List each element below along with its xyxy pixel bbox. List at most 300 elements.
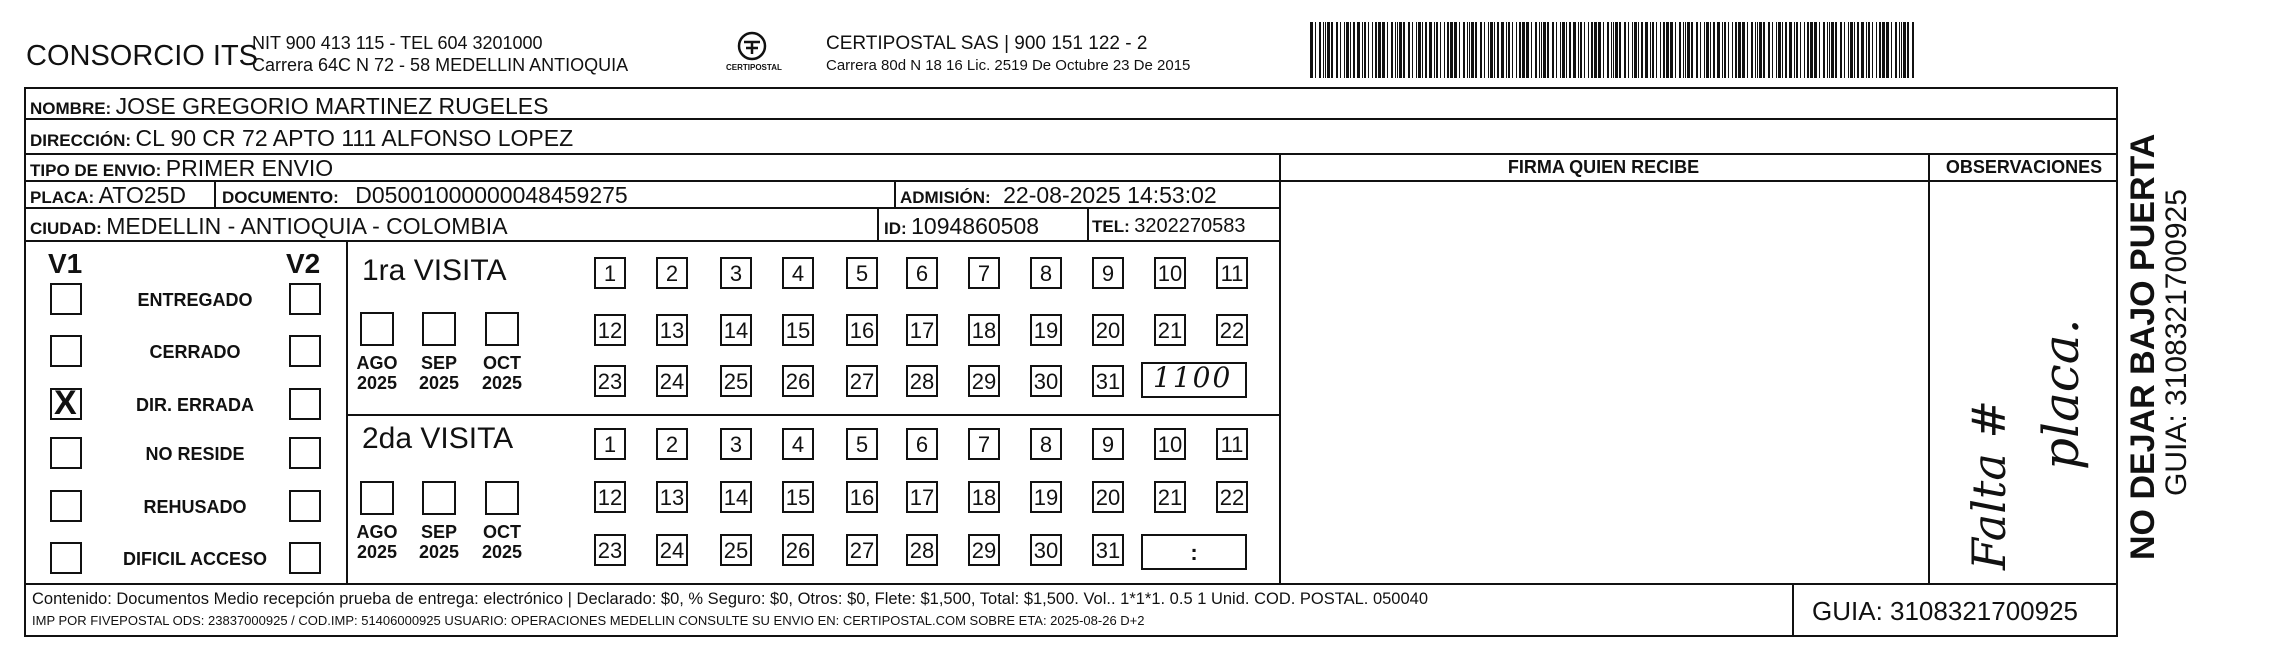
barcode-bar <box>1611 22 1612 78</box>
barcode-bar <box>1794 22 1795 78</box>
barcode-bar <box>1848 22 1849 78</box>
barcode-bar <box>1827 22 1828 78</box>
barcode-bar <box>1603 22 1604 78</box>
barcode-bar <box>1638 22 1639 78</box>
visit2-day-box[interactable]: 4 <box>782 428 814 460</box>
v2-checkbox-0[interactable] <box>289 283 321 315</box>
admision-value: 22-08-2025 14:53:02 <box>1003 182 1217 208</box>
barcode-bar <box>1475 22 1477 78</box>
company-nit: NIT 900 413 115 - TEL 604 3201000 <box>252 33 543 53</box>
barcode-bar <box>1422 22 1423 78</box>
barcode-bar <box>1876 22 1877 78</box>
visit1-day-box[interactable]: 16 <box>846 314 878 346</box>
barcode-bar <box>1556 22 1557 78</box>
barcode-bar <box>1416 22 1417 78</box>
barcode-bar <box>1569 22 1571 78</box>
barcode-bar <box>1872 22 1873 78</box>
certipostal-logo: CERTIPOSTAL <box>722 30 782 76</box>
visit2-day-box[interactable]: 24 <box>656 534 688 566</box>
barcode-bar <box>1454 22 1457 78</box>
barcode <box>1310 22 1920 78</box>
barcode-bar <box>1547 22 1549 78</box>
barcode-bar <box>1759 22 1762 78</box>
visit2-day-box[interactable]: 22 <box>1216 481 1248 513</box>
barcode-bar <box>1882 22 1885 78</box>
id-label: ID: <box>884 219 907 238</box>
barcode-bar <box>1368 22 1369 78</box>
barcode-bar <box>1691 22 1693 78</box>
barcode-bar <box>1319 22 1321 78</box>
nombre-label: NOMBRE: <box>30 99 112 118</box>
barcode-bar <box>1683 22 1684 78</box>
status-option-label: DIR. ERRADA <box>135 395 254 415</box>
visit2-day-box[interactable]: 12 <box>594 481 626 513</box>
barcode-bar <box>1829 22 1830 78</box>
barcode-bar <box>1728 22 1729 78</box>
v1-checkbox-5[interactable] <box>50 542 82 574</box>
barcode-bar <box>1387 22 1388 78</box>
barcode-bar <box>1562 22 1565 78</box>
barcode-bar <box>1645 22 1648 78</box>
visit1-month-checkbox-2[interactable] <box>485 312 519 346</box>
barcode-bar <box>1796 22 1798 78</box>
status-option-label: NO RESIDE <box>145 444 245 464</box>
barcode-bar <box>1440 22 1441 78</box>
barcode-bar <box>1588 22 1589 78</box>
visit2-time-box[interactable] <box>1141 534 1247 570</box>
v1-checkbox-1[interactable] <box>50 335 82 367</box>
barcode-bar <box>1375 22 1377 78</box>
barcode-bar <box>1724 22 1726 78</box>
barcode-bar <box>1722 22 1723 78</box>
barcode-bar <box>1835 22 1837 78</box>
visit1-month-checkbox-0[interactable] <box>360 312 394 346</box>
visit1-day-box[interactable]: 3 <box>720 257 752 289</box>
visit1-month-checkbox-1[interactable] <box>422 312 456 346</box>
barcode-bar <box>1327 22 1330 78</box>
barcode-bar <box>1434 22 1435 78</box>
barcode-bar <box>1403 22 1405 78</box>
admision-label: ADMISIÓN: <box>900 188 991 207</box>
barcode-bar <box>1395 22 1396 78</box>
certipostal-line2: Carrera 80d N 18 16 Lic. 2519 De Octubre 23 De 2015 <box>826 57 1191 74</box>
barcode-bar <box>1501 22 1504 78</box>
ciudad-value: MEDELLIN - ANTIOQUIA - COLOMBIA <box>106 213 508 239</box>
barcode-bar <box>1632 22 1633 78</box>
visit1-day-box[interactable]: 21 <box>1154 314 1186 346</box>
visit2-day-box[interactable]: 16 <box>846 481 878 513</box>
visit2-day-box[interactable]: 20 <box>1092 481 1124 513</box>
direccion-value: CL 90 CR 72 APTO 111 ALFONSO LOPEZ <box>135 125 574 151</box>
barcode-bar <box>1357 22 1360 78</box>
visit1-day-box[interactable]: 11 <box>1216 257 1248 289</box>
visit1-day-box[interactable]: 10 <box>1154 257 1186 289</box>
visit2-month-year: 2025 <box>356 541 398 562</box>
visit1-day-box[interactable]: 24 <box>656 365 688 397</box>
v1-checkbox-2[interactable] <box>50 384 82 422</box>
visit1-day-box[interactable]: 15 <box>782 314 814 346</box>
barcode-bar <box>1469 22 1470 78</box>
visit1-day-box[interactable]: 29 <box>968 365 1000 397</box>
barcode-bar <box>1344 22 1345 78</box>
barcode-bar <box>1619 22 1621 78</box>
barcode-bar <box>1399 22 1402 78</box>
visit1-day-box[interactable]: 30 <box>1030 365 1062 397</box>
barcode-bar <box>1807 22 1809 78</box>
visit1-day-box[interactable]: 22 <box>1216 314 1248 346</box>
documento-value: D05001000000048459275 <box>355 182 628 208</box>
barcode-bar <box>1506 22 1507 78</box>
barcode-bar <box>1450 22 1453 78</box>
barcode-bar <box>1866 22 1867 78</box>
visit1-day-box[interactable]: 23 <box>594 365 626 397</box>
visit2-month-name: OCT <box>483 522 521 542</box>
no-dejar-bajo-puerta: NO DEJAR BAJO PUERTA <box>2124 133 2162 560</box>
barcode-bar <box>1854 22 1855 78</box>
visit2-month-label <box>347 523 407 563</box>
visit2-month-label <box>472 523 532 563</box>
visit2-day-box[interactable]: 21 <box>1154 481 1186 513</box>
barcode-bar <box>1735 22 1737 78</box>
barcode-bar <box>1624 22 1626 78</box>
tel-label: TEL: <box>1092 217 1130 236</box>
visit2-day-box[interactable]: 26 <box>782 534 814 566</box>
visit1-day-box[interactable]: 26 <box>782 365 814 397</box>
barcode-bar <box>1899 22 1900 78</box>
barcode-bar <box>1628 22 1629 78</box>
visit2-day-box[interactable]: 19 <box>1030 481 1062 513</box>
visit2-day-box[interactable]: 15 <box>782 481 814 513</box>
barcode-bar <box>1591 22 1593 78</box>
barcode-bar <box>1573 22 1576 78</box>
barcode-bar <box>1467 22 1468 78</box>
observaciones-handwriting-line2: placa. <box>2032 318 2090 470</box>
barcode-bar <box>1891 22 1892 78</box>
barcode-bar <box>1494 22 1495 78</box>
visit2-day-box[interactable]: 31 <box>1092 534 1124 566</box>
barcode-bar <box>1679 22 1681 78</box>
barcode-bar <box>1310 22 1313 78</box>
barcode-bar <box>1670 22 1673 78</box>
visit2-day-box[interactable]: 23 <box>594 534 626 566</box>
visit2-month-checkbox-2[interactable] <box>485 481 519 515</box>
barcode-bar <box>1516 22 1517 78</box>
v2-checkbox-4[interactable] <box>289 490 321 522</box>
company-address: Carrera 64C N 72 - 58 MEDELLIN ANTIOQUIA <box>252 55 629 75</box>
v2-checkbox-3[interactable] <box>289 437 321 469</box>
barcode-bar <box>1607 22 1609 78</box>
barcode-bar <box>1459 22 1460 78</box>
visit1-day-box[interactable]: 17 <box>906 314 938 346</box>
barcode-bar <box>1895 22 1897 78</box>
barcode-bar <box>1810 22 1813 78</box>
visit2-day-box[interactable]: 13 <box>656 481 688 513</box>
barcode-bar <box>1418 22 1421 78</box>
barcode-bar <box>1353 22 1355 78</box>
barcode-bar <box>1412 22 1413 78</box>
barcode-bar <box>1763 22 1765 78</box>
barcode-bar <box>1522 22 1525 78</box>
barcode-bar <box>1814 22 1817 78</box>
visit2-day-box[interactable]: 1 <box>594 428 626 460</box>
barcode-bar <box>1340 22 1341 78</box>
visit2-month-label <box>409 523 469 563</box>
status-option-label: DIFICIL ACCESO <box>122 549 267 569</box>
visit1-day-box[interactable]: 13 <box>656 314 688 346</box>
visit1-month-name: AGO <box>356 353 398 373</box>
visit1-day-box[interactable]: 5 <box>846 257 878 289</box>
nombre-value: JOSE GREGORIO MARTINEZ RUGELES <box>115 93 549 119</box>
footer-line2: IMP POR FIVEPOSTAL ODS: 23837000925 / COD.IMP: 51406000925 USUARIO: OPERACIONES MEDELLIN CONSULTE SU ENVIO EN: CERTIPOSTAL.COM SOBRE ETA: 2025-08-26 D+2 <box>32 613 1145 628</box>
barcode-bar <box>1584 22 1585 78</box>
tel-value: 3202270583 <box>1134 215 1246 237</box>
visit2-month-name: SEP <box>420 522 458 542</box>
visit1-time-box[interactable] <box>1141 362 1247 398</box>
barcode-bar <box>1598 22 1601 78</box>
barcode-bar <box>1331 22 1333 78</box>
visit2-day-box[interactable]: 17 <box>906 481 938 513</box>
visit1-title: 1ra VISITA <box>362 254 507 287</box>
v1-checkbox-4[interactable] <box>50 490 82 522</box>
barcode-bar <box>1634 22 1637 78</box>
barcode-bar <box>1543 22 1546 78</box>
barcode-bar <box>1782 22 1783 78</box>
visit1-day-box[interactable]: 12 <box>594 314 626 346</box>
v1-checkbox-3[interactable] <box>50 437 82 469</box>
barcode-bar <box>1526 22 1529 78</box>
visit1-day-box[interactable]: 1 <box>594 257 626 289</box>
barcode-bar <box>1700 22 1701 78</box>
visit2-title: 2da VISITA <box>362 422 514 455</box>
visit2-day-box[interactable]: 29 <box>968 534 1000 566</box>
visit2-day-box[interactable]: 5 <box>846 428 878 460</box>
barcode-bar <box>1372 22 1373 78</box>
documento-label: DOCUMENTO: <box>222 188 339 207</box>
visit1-month-year: 2025 <box>418 372 460 393</box>
barcode-bar <box>1656 22 1657 78</box>
barcode-bar <box>1382 22 1385 78</box>
visit2-month-name: AGO <box>356 522 398 542</box>
barcode-bar <box>1429 22 1432 78</box>
barcode-bar <box>1912 22 1914 78</box>
barcode-bar <box>1823 22 1825 78</box>
firma-header: FIRMA QUIEN RECIBE <box>1507 157 1700 177</box>
visit1-day-box[interactable]: 20 <box>1092 314 1124 346</box>
barcode-bar <box>1552 22 1554 78</box>
barcode-bar <box>1831 22 1834 78</box>
observaciones-header: OBSERVACIONES <box>1945 157 2103 177</box>
v1-checkbox-0[interactable] <box>50 283 82 315</box>
barcode-bar <box>1346 22 1349 78</box>
footer-line1: Contenido: Documentos Medio recepción prueba de entrega: electrónico | Declarado: $0, % Seguro: $0, Otros: $0, Flete: $1,500, Total: $1,500. Vol.. 1*1*1. 0.5 1 Unid. COD. POSTAL. 050040 <box>32 590 1429 608</box>
barcode-bar <box>1844 22 1845 78</box>
visit1-day-box[interactable]: 28 <box>906 365 938 397</box>
barcode-bar <box>1901 22 1902 78</box>
barcode-bar <box>1425 22 1427 78</box>
ciudad-label: CIUDAD: <box>30 219 102 238</box>
barcode-bar <box>1447 22 1449 78</box>
visit2-day-box[interactable]: 6 <box>906 428 938 460</box>
barcode-bar <box>1397 22 1398 78</box>
barcode-bar <box>1613 22 1614 78</box>
barcode-bar <box>1704 22 1705 78</box>
barcode-bar <box>1512 22 1513 78</box>
visit1-day-box[interactable]: 8 <box>1030 257 1062 289</box>
visit2-day-box[interactable]: 9 <box>1092 428 1124 460</box>
visit1-day-box[interactable]: 19 <box>1030 314 1062 346</box>
barcode-bar <box>1772 22 1773 78</box>
barcode-bar <box>1717 22 1720 78</box>
visit2-day-box[interactable]: 28 <box>906 534 938 566</box>
visit1-day-box[interactable]: 27 <box>846 365 878 397</box>
visit2-day-box[interactable]: 2 <box>656 428 688 460</box>
visit2-day-box[interactable]: 3 <box>720 428 752 460</box>
visit2-time-placeholder: : <box>1190 540 1198 565</box>
barcode-bar <box>1444 22 1445 78</box>
visit1-day-box[interactable]: 25 <box>720 365 752 397</box>
barcode-bar <box>1738 22 1741 78</box>
company-name: CONSORCIO ITS <box>26 40 259 72</box>
visit2-day-box[interactable]: 10 <box>1154 428 1186 460</box>
barcode-bar <box>1364 22 1366 78</box>
visit2-day-box[interactable]: 25 <box>720 534 752 566</box>
visit2-month-year: 2025 <box>418 541 460 562</box>
barcode-bar <box>1362 22 1363 78</box>
barcode-bar <box>1789 22 1792 78</box>
barcode-bar <box>1578 22 1579 78</box>
barcode-bar <box>1850 22 1853 78</box>
v2-checkbox-1[interactable] <box>289 335 321 367</box>
barcode-bar <box>1531 22 1532 78</box>
barcode-bar <box>1519 22 1521 78</box>
direccion-label: DIRECCIÓN: <box>30 131 132 150</box>
barcode-bar <box>1652 22 1654 78</box>
barcode-bar <box>1907 22 1909 78</box>
visit2-day-box[interactable]: 8 <box>1030 428 1062 460</box>
visit1-month-name: OCT <box>483 353 521 373</box>
barcode-bar <box>1706 22 1709 78</box>
barcode-bar <box>1391 22 1393 78</box>
status-option-label: ENTREGADO <box>137 290 253 310</box>
barcode-bar <box>1315 22 1316 78</box>
v1-check-mark: X <box>54 384 77 422</box>
barcode-bar <box>1747 22 1748 78</box>
visit2-day-box[interactable]: 11 <box>1216 428 1248 460</box>
barcode-bar <box>1768 22 1770 78</box>
visit2-day-box[interactable]: 27 <box>846 534 878 566</box>
barcode-bar <box>1785 22 1787 78</box>
v2-checkbox-5[interactable] <box>289 542 321 574</box>
barcode-bar <box>1497 22 1499 78</box>
barcode-bar <box>1757 22 1758 78</box>
barcode-bar <box>1539 22 1540 78</box>
visit2-day-box[interactable]: 7 <box>968 428 1000 460</box>
barcode-bar <box>1710 22 1711 78</box>
visit1-day-box[interactable]: 7 <box>968 257 1000 289</box>
barcode-bar <box>1778 22 1781 78</box>
barcode-bar <box>1488 22 1489 78</box>
side-guia: GUIA: 3108321700925 <box>2160 189 2193 496</box>
visit1-day-box[interactable]: 4 <box>782 257 814 289</box>
placa-label: PLACA: <box>30 188 95 207</box>
visit1-month-label <box>347 354 407 394</box>
barcode-bar <box>1800 22 1801 78</box>
barcode-bar <box>1663 22 1665 78</box>
barcode-bar <box>1751 22 1753 78</box>
barcode-bar <box>1732 22 1733 78</box>
v2-checkbox-2[interactable] <box>289 388 321 420</box>
barcode-bar <box>1484 22 1485 78</box>
barcode-bar <box>1471 22 1474 78</box>
placa-value: ATO25D <box>98 182 187 208</box>
barcode-bar <box>1541 22 1542 78</box>
barcode-bar <box>1857 22 1859 78</box>
visit2-month-checkbox-0[interactable] <box>360 481 394 515</box>
footer-guia: GUIA: 3108321700925 <box>1812 596 2078 626</box>
barcode-bar <box>1879 22 1881 78</box>
visit2-day-box[interactable]: 18 <box>968 481 1000 513</box>
barcode-bar <box>1641 22 1643 78</box>
barcode-bar <box>1535 22 1537 78</box>
barcode-bar <box>1325 22 1326 78</box>
barcode-bar <box>1480 22 1482 78</box>
visit1-month-year: 2025 <box>481 372 523 393</box>
visit1-day-box[interactable]: 6 <box>906 257 938 289</box>
tipo-envio-value: PRIMER ENVIO <box>165 155 334 181</box>
barcode-bar <box>1755 22 1756 78</box>
visit1-day-box[interactable]: 9 <box>1092 257 1124 289</box>
visit2-day-box[interactable]: 30 <box>1030 534 1062 566</box>
visit2-month-year: 2025 <box>481 541 523 562</box>
v1-header: V1 <box>48 248 83 279</box>
barcode-bar <box>1650 22 1651 78</box>
barcode-bar <box>1350 22 1351 78</box>
certipostal-line1: CERTIPOSTAL SAS | 900 151 122 - 2 <box>826 33 1148 54</box>
barcode-bar <box>1566 22 1567 78</box>
visit1-day-box[interactable]: 31 <box>1092 365 1124 397</box>
barcode-bar <box>1560 22 1561 78</box>
barcode-bar <box>1336 22 1338 78</box>
barcode-bar <box>1580 22 1582 78</box>
barcode-bar <box>1742 22 1745 78</box>
barcode-bar <box>1687 22 1690 78</box>
visit1-day-box[interactable]: 2 <box>656 257 688 289</box>
barcode-bar <box>1436 22 1438 78</box>
barcode-bar <box>1378 22 1381 78</box>
v2-header: V2 <box>286 248 321 279</box>
signature-area[interactable] <box>1281 182 1928 583</box>
visit1-day-box[interactable]: 14 <box>720 314 752 346</box>
barcode-bar <box>1696 22 1698 78</box>
visit2-month-checkbox-1[interactable] <box>422 481 456 515</box>
barcode-bar <box>1675 22 1676 78</box>
barcode-bar <box>1666 22 1669 78</box>
tipo-envio-label: TIPO DE ENVIO: <box>30 161 162 180</box>
barcode-bar <box>1868 22 1870 78</box>
barcode-bar <box>1408 22 1410 78</box>
barcode-bar <box>1508 22 1510 78</box>
visit2-day-box[interactable]: 14 <box>720 481 752 513</box>
visit1-time-handwritten: 1100 <box>1153 361 1233 394</box>
visit1-day-box[interactable]: 18 <box>968 314 1000 346</box>
visit1-month-label <box>472 354 532 394</box>
barcode-bar <box>1840 22 1842 78</box>
barcode-bar <box>1886 22 1889 78</box>
visit1-month-name: SEP <box>420 353 458 373</box>
visit1-month-label <box>409 354 469 394</box>
barcode-bar <box>1819 22 1820 78</box>
barcode-bar <box>1594 22 1597 78</box>
